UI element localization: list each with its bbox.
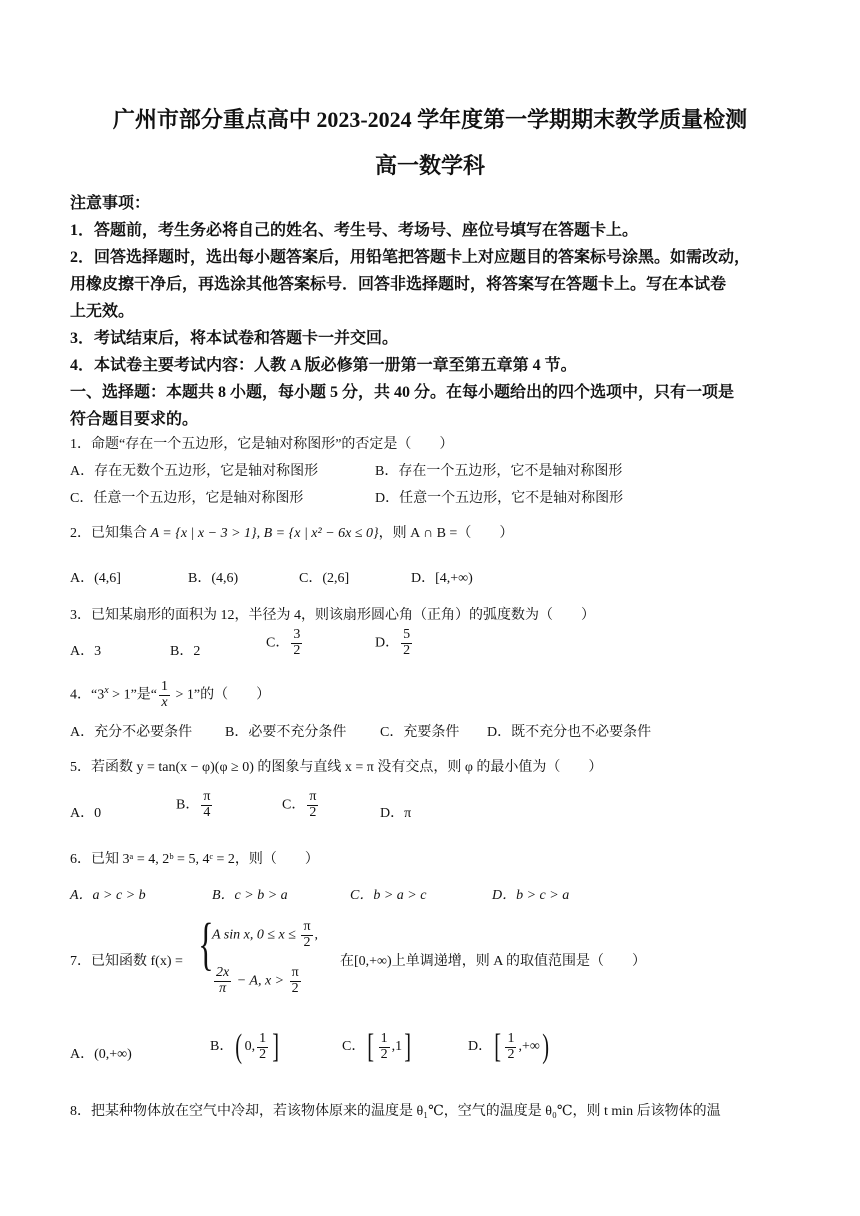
section-1-line-1: 一、选择题：本题共 8 小题，每小题 5 分，共 40 分。在每小题给出的四个选项中，只有一项是 (70, 384, 735, 401)
question-7-case-1: A sin x, 0 ≤ x ≤ $\frac{\pi}{2}$ , (212, 919, 319, 950)
question-2-prefix: 2．已知集合 (70, 526, 151, 541)
question-4-stem (70, 680, 270, 710)
question-6-option-c: C．b > a > c (350, 888, 427, 903)
note-2-line-3: 上无效。 (70, 303, 135, 320)
question-4-option-d: D．既不充分也不必要条件 (487, 725, 652, 740)
question-5-stem: 5．若函数 y = tan(x − φ)(φ ≥ 0) 的图象与直线 x = π 没有交点，则 φ 的最小值为（ ） (70, 760, 603, 775)
question-7-option-c-denominator: 2 (380, 1046, 388, 1062)
question-2-option-b: B．(4,6) (188, 571, 239, 586)
question-4-option-c: C．充要条件 (380, 725, 460, 740)
question-2-stem (70, 522, 513, 542)
question-3-option-d-numerator: 5 (403, 627, 411, 642)
question-5-option-b-label: B． (176, 797, 200, 813)
question-7-case-2 (212, 966, 303, 996)
question-7-case-2-frac-numerator: π (291, 965, 299, 980)
question-6-option-d: D．b > c > a (492, 888, 570, 903)
question-5-option-c (282, 790, 320, 820)
question-7-option-c-numerator: 1 (380, 1030, 388, 1046)
question-7-case-2-numerator: 2x (216, 965, 230, 980)
notes-heading: 注意事项： (70, 195, 151, 212)
question-3-option-d-label: D． (375, 635, 400, 651)
question-7-option-d-numerator: 1 (507, 1030, 515, 1046)
question-5-option-c-denominator: 2 (309, 804, 317, 820)
question-3-option-d-denominator: 2 (403, 642, 411, 658)
question-7-option-b-prefix: 0, (244, 1039, 256, 1055)
note-1: 1．答题前，考生务必将自己的姓名、考生号、考场号、座位号填写在答题卡上。 (70, 222, 639, 239)
question-1-option-d: D．任意一个五边形，它不是轴对称图形 (375, 491, 624, 506)
note-4: 4．本试卷主要考试内容：人教 A 版必修第一册第一章至第五章第 4 节。 (70, 357, 577, 374)
question-3-option-d (375, 628, 414, 658)
question-7-option-b-numerator: 1 (259, 1030, 267, 1046)
question-7-case-1-numerator: π (303, 919, 311, 934)
question-7-case-1-denominator: 2 (303, 934, 311, 950)
question-5-option-c-label: C． (282, 797, 306, 813)
question-4-suffix: > 1”的（ ） (172, 687, 271, 703)
question-7-case-2-frac-denominator: 2 (291, 980, 299, 996)
question-2-set-a: A = {x | x − 3 > 1}, B = (150, 526, 289, 541)
question-5-option-b-numerator: π (203, 789, 211, 804)
note-2-line-1: 2．回答选择题时，选出每小题答案后，用铅笔把答题卡上对应题目的答案标号涂黑。如需改动， (70, 249, 751, 266)
question-5-option-a: A．0 (70, 806, 102, 821)
question-1-stem: 1．命题“存在一个五边形，它是轴对称图形”的否定是（ ） (70, 437, 454, 452)
question-4-numerator: 1 (161, 679, 168, 694)
question-7-option-b-label: B． (210, 1039, 234, 1055)
question-2-set-b: {x | x² − 6x ≤ 0} (288, 526, 379, 541)
note-2-line-2: 用橡皮擦干净后，再选涂其他答案标号．回答非选择题时，将答案写在答题卡上。写在本试卷 (70, 276, 727, 293)
question-3-stem: 3．已知某扇形的面积为 12，半径为 4，则该扇形圆心角（正角）的弧度数为（ ） (70, 608, 595, 623)
question-1-option-c: C．任意一个五边形，它是轴对称图形 (70, 491, 304, 506)
question-7-brace: { (198, 911, 214, 976)
question-3-option-a: A．3 (70, 644, 102, 659)
question-7-option-b-denominator: 2 (259, 1046, 267, 1062)
question-3-option-c-numerator: 3 (293, 627, 301, 642)
question-7-option-c-suffix: ,1 (391, 1039, 403, 1055)
question-7-suffix: 在[0,+∞)上单调递增，则 A 的取值范围是（ ） (340, 954, 647, 969)
question-1-option-a: A．存在无数个五边形，它是轴对称图形 (70, 464, 319, 479)
question-6-stem: 6．已知 3ᵃ = 4, 2ᵇ = 5, 4ᶜ = 2，则（ ） (70, 852, 319, 867)
question-7-option-c: C．[ $\frac{1}{2}$ ,1] (342, 1028, 412, 1065)
question-3-option-c-denominator: 2 (293, 642, 301, 658)
question-2-option-c: C．(2,6] (299, 571, 350, 586)
question-7-case-2-denominator: π (219, 980, 227, 996)
question-4-option-b: B．必要不充分条件 (225, 725, 347, 740)
question-2-option-d: D．[4,+∞) (411, 571, 473, 586)
exam-subtitle: 高一数学科 (374, 153, 485, 178)
question-7-option-d-label: D． (468, 1039, 493, 1055)
question-7-option-d: D．[ $\frac{1}{2}$ ,+∞) (468, 1028, 549, 1065)
note-3: 3．考试结束后，将本试卷和答题卡一并交回。 (70, 330, 399, 347)
question-6-option-a: A．a > c > b (70, 888, 146, 903)
question-2-suffix: ，则 A ∩ B =（ ） (378, 526, 514, 541)
exam-title: 广州市部分重点高中 2023-2024 学年度第一学期期末教学质量检测 (112, 107, 748, 132)
section-1-line-2: 符合题目要求的。 (70, 411, 199, 428)
question-4-middle: > 1”是“ (108, 687, 157, 703)
question-2-option-a: A．(4,6] (70, 571, 121, 586)
question-5-option-b-denominator: 4 (203, 804, 211, 820)
question-5-option-d: D．π (380, 806, 412, 821)
question-4-denominator: x (161, 694, 168, 710)
question-5-option-b (176, 790, 214, 820)
question-7-case-1-text: A sin x, 0 ≤ x ≤ (212, 927, 300, 943)
question-3-option-b: B．2 (170, 644, 201, 659)
question-1-option-b: B．存在一个五边形，它不是轴对称图形 (375, 464, 623, 479)
question-3-option-c-label: C． (266, 635, 290, 651)
question-4-option-a: A．充分不必要条件 (70, 725, 193, 740)
question-7-option-d-denominator: 2 (507, 1046, 515, 1062)
question-8-stem: 8．把某种物体放在空气中冷却，若该物体原来的温度是 θ₁℃，空气的温度是 θ₀℃，则 t min 后该物体的温 (70, 1104, 721, 1119)
question-7-option-a: A．(0,+∞) (70, 1047, 132, 1062)
question-7-option-d-suffix: ,+∞ (518, 1039, 540, 1055)
question-3-option-c (266, 628, 304, 658)
question-5-option-c-numerator: π (309, 789, 317, 804)
question-7-case-2-text: − A, x > (233, 973, 288, 989)
question-7-option-b: B．( 0, $\frac{1}{2}$ ] (210, 1028, 280, 1065)
question-7-option-c-label: C． (342, 1039, 366, 1055)
question-7-prefix: 7．已知函数 f(x) = (70, 954, 183, 969)
question-4-prefix: 4．“3 (70, 687, 105, 703)
question-6-option-b: B．c > b > a (212, 888, 288, 903)
question-4-exponent: x (104, 684, 109, 696)
